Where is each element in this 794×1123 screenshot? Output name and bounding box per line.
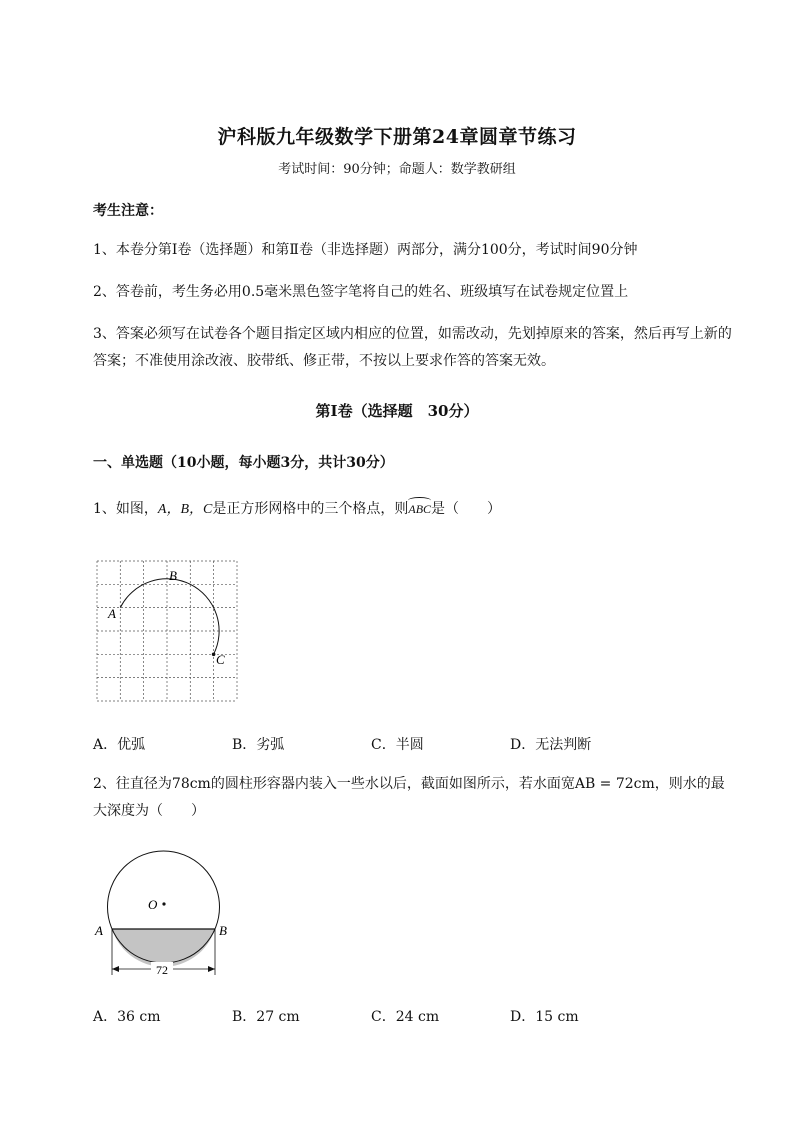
question-2-circle-figure: [88, 840, 238, 980]
question-2-stem-line2: 大深度为（ ）: [93, 803, 205, 819]
label-b: B: [169, 568, 177, 583]
question-1-grid-figure: [90, 556, 250, 706]
q1-option-b[interactable]: B．劣弧: [232, 737, 285, 753]
exam-info: 考试时间：90分钟；命题人：数学教研组: [278, 162, 516, 177]
label-c: C: [216, 652, 225, 667]
notice-item-1: 1、本卷分第I卷（选择题）和第Ⅱ卷（非选择题）两部分，满分100分，考试时间90分钟: [93, 242, 638, 258]
grid-lines: [97, 561, 237, 701]
center-dot: [162, 902, 165, 905]
arc-abc: [120, 579, 219, 655]
q2-option-d[interactable]: D．15 cm: [510, 1009, 579, 1025]
label-a: A: [95, 923, 103, 938]
q1-option-c[interactable]: C．半圆: [371, 737, 424, 753]
notice-item-2: 2、答卷前，考生务必用0.5毫米黑色签字笔将自己的姓名、班级填写在试卷规定位置上: [93, 284, 629, 300]
q1-option-a[interactable]: A．优弧: [93, 737, 146, 753]
q2-option-a[interactable]: A．36 cm: [93, 1009, 161, 1025]
label-o: O: [148, 897, 158, 912]
q1-middle: 是正方形网格中的三个格点，则: [212, 501, 409, 517]
notice-item-3: 3、答案必须写在试卷各个题目指定区域内相应的位置，如需改动，先划掉原来的答案，然后再写上新的答案；不准使用涂改液、胶带纸、修正带，不按以上要求作答的答案无效。: [93, 326, 732, 369]
q1-option-d[interactable]: D．无法判断: [510, 737, 592, 753]
q1-prefix: 1、如图，: [93, 501, 158, 517]
question-1-stem: [93, 496, 743, 523]
question-2-stem-line1: 2、往直径为78cm的圆柱形容器内装入一些水以后，截面如图所示，若水面宽AB = 72cm，则水的最: [93, 776, 725, 792]
dim-label: 72: [156, 963, 168, 977]
part-title: 一、单选题（10小题，每小题3分，共计30分）: [93, 455, 394, 471]
dim-arrow-left-icon: [112, 966, 119, 972]
label-b: B: [219, 923, 227, 938]
q1-arc-label: ABC: [408, 502, 432, 516]
q1-arc-notation: [408, 496, 431, 523]
label-a: A: [108, 606, 116, 621]
q2-option-c[interactable]: C．24 cm: [371, 1009, 440, 1025]
section-title: 第I卷（选择题 30分）: [315, 402, 479, 420]
dim-arrow-right-icon: [208, 966, 215, 972]
arc-mark-icon: [408, 497, 431, 504]
notice-heading: 考生注意：: [93, 203, 163, 219]
q1-suffix: 是（ ）: [431, 501, 502, 517]
q1-vars: A，B，C: [157, 502, 213, 517]
q2-option-b[interactable]: B．27 cm: [232, 1009, 300, 1025]
page-title: 沪科版九年级数学下册第24章圆章节练习: [217, 126, 577, 148]
point-c-dot: [212, 653, 216, 657]
water-segment: [112, 929, 215, 967]
